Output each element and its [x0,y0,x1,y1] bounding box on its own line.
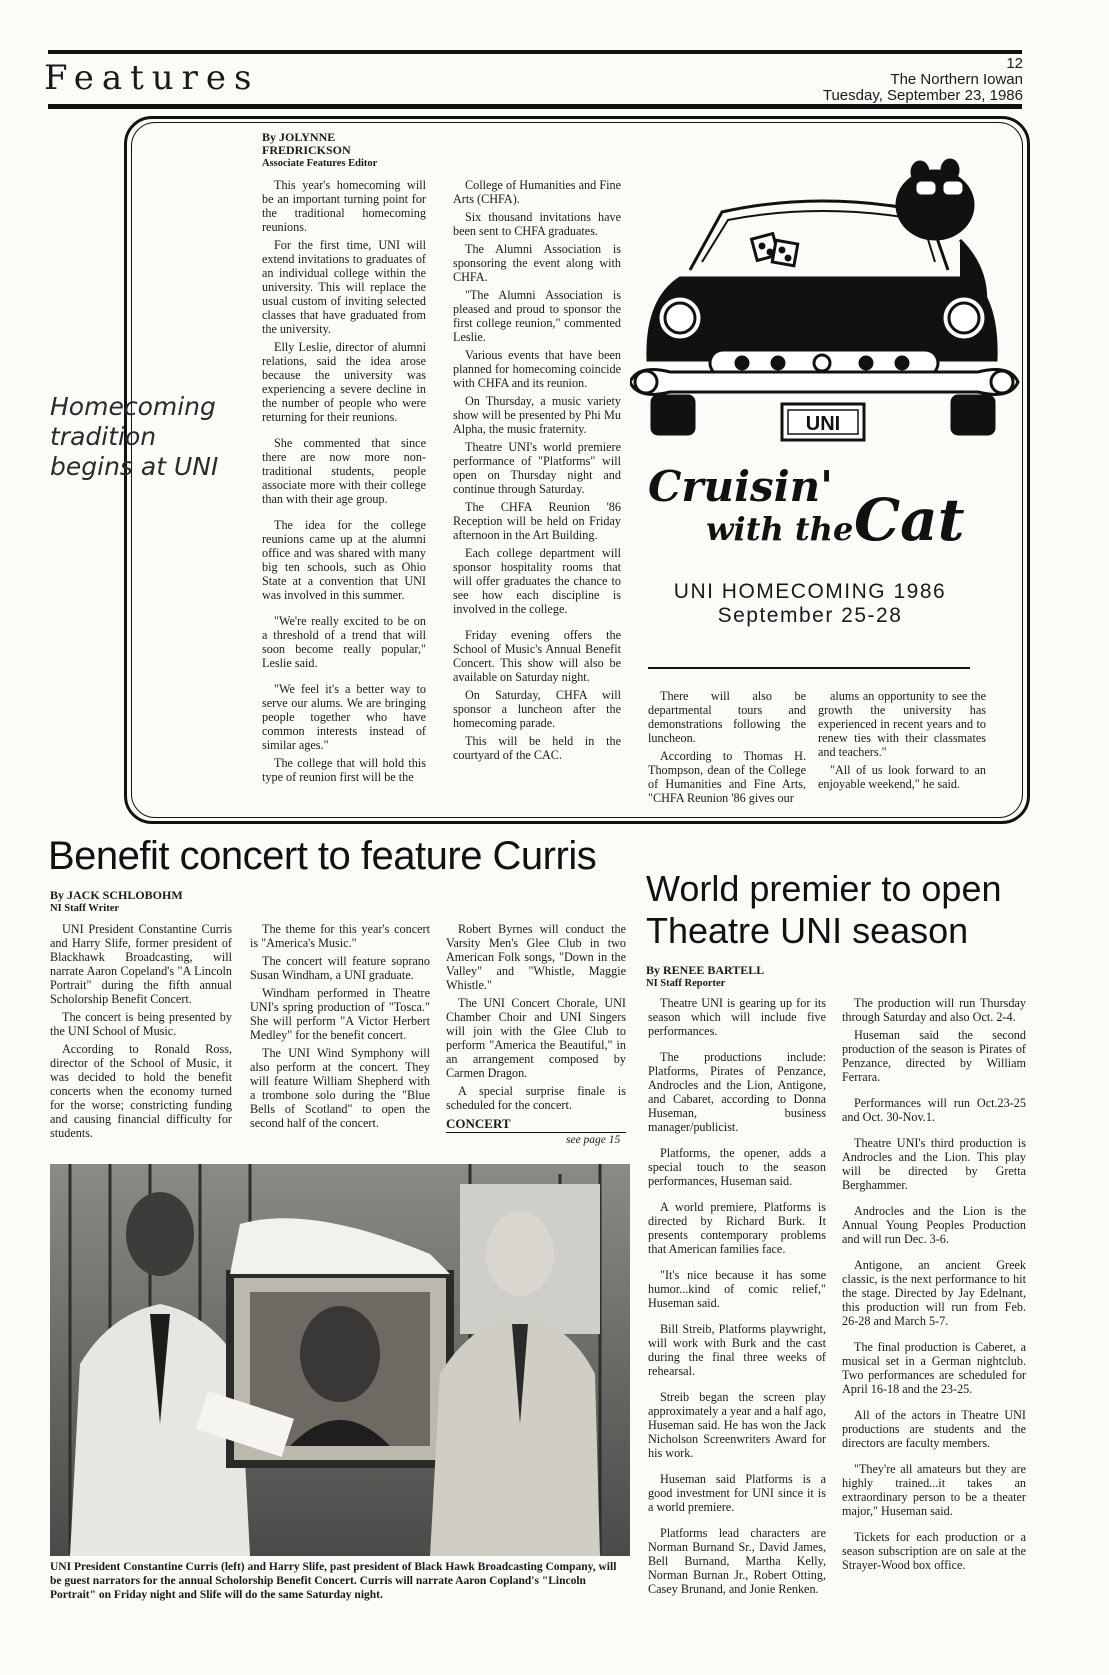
promo-rule [648,667,970,669]
paragraph: Friday evening offers the School of Music's Annual Benefit Concert. This show will also be available on Saturday night. [453,628,621,684]
paragraph: The UNI Concert Chorale, UNI Chamber Choir and UNI Singers will join with the Glee Club to perform "America the Beautiful," in an arrangement composed by Carmen Dragon. [446,996,626,1080]
license-plate-text: UNI [805,413,841,435]
homecoming-kicker: Homecoming tradition begins at UNI [50,392,219,481]
byline-name: By JACK SCHLOBOHM [50,888,183,902]
script-line-2: with the [706,510,854,548]
paragraph: For the first time, UNI will extend invitations to graduates of an individual college within the university. This will replace the usual custom of inviting selected classes that have graduated from the university. [262,238,426,336]
paragraph: The college that will hold this type of reunion first will be the [262,756,426,784]
curris-slife-photo [50,1164,630,1556]
homecoming-promo [640,580,980,628]
paragraph: The final production is Caberet, a musical set in a German nightclub. Two performances are scheduled for April 16-18 and the 23-25. [842,1340,1026,1396]
paragraph: Theatre UNI's world premiere performance of "Platforms" will open on Thursday night and continue through Saturday. [453,440,621,496]
paragraph: "All of us look forward to an enjoyable weekend," he said. [818,763,986,791]
paragraph: This year's homecoming will be an important turning point for the traditional homecoming reunions. [262,178,426,234]
issue-date: Tuesday, September 23, 1986 [822,87,1023,104]
paragraph: Tickets for each production or a season subscription are on sale at the Strayer-Wood box office. [842,1530,1026,1572]
byline-title: Associate Features Editor [262,158,378,169]
paragraph: Each college department will sponsor hospitality rooms that will offer graduates the chance to see how each discipline is involved in the college. [453,546,621,616]
page-number: 12 [1006,55,1023,72]
paragraph: Bill Streib, Platforms playwright, will work with Burk and the cast during the final three weeks of rehearsal. [648,1322,826,1378]
paragraph: The concert is being presented by the UNI School of Music. [50,1010,232,1038]
cruisin-script [648,462,1008,558]
paragraph: Huseman said Platforms is a good investment for UNI since it is a world premiere. [648,1472,826,1514]
paragraph: Theatre UNI's third production is Androcles and the Lion. This play will be directed by Gretta Berghammer. [842,1136,1026,1192]
benefit-headline: Benefit concert to feature Curris [48,834,597,878]
paragraph: According to Ronald Ross, director of the School of Music, it was decided to hold the benefit concerts when the economy turned for the worse; constricting funding and causing financial difficulty for students. [50,1042,232,1140]
byline-title: NI Staff Writer [50,903,120,914]
paragraph: The production will run Thursday through Saturday and also Oct. 2-4. [842,996,1026,1024]
homecoming-column-1 [262,178,426,788]
paragraph: Huseman said the second production of the season is Pirates of Penzance, directed by William Ferrara. [842,1028,1026,1084]
homecoming-column-3 [648,689,806,809]
masthead-top-rule [48,50,1022,54]
paragraph: UNI President Constantine Curris and Harry Slife, former president of Blackhawk Broadcasting, will narrate Aaron Copeland's "A Lincoln Portrait" during the fifth annual Scholorship Benefit Concert. [50,922,232,1006]
byline-name: By JOLYNNE FREDRICKSON [262,130,351,157]
paragraph: Androcles and the Lion is the Annual Young Peoples Production and will run Dec. 3-6. [842,1204,1026,1246]
benefit-byline [50,889,230,915]
paragraph: All of the actors in Theatre UNI productions are students and the directors are faculty members. [842,1408,1026,1450]
section-title: Features [44,58,260,98]
paragraph: "We feel it's a better way to serve our alums. We are bringing people together who have common interests instead of similar ages." [262,682,426,752]
paragraph: The CHFA Reunion '86 Reception will be held on Friday afternoon in the Art Building. [453,500,621,542]
paragraph: There will also be departmental tours and demonstrations following the luncheon. [648,689,806,745]
byline-title: NI Staff Reporter [646,978,726,989]
jump-label: CONCERT [446,1116,626,1133]
paragraph: "The Alumni Association is pleased and proud to sponsor the first college reunion," commented Leslie. [453,288,621,344]
paragraph: Elly Leslie, director of alumni relations, said the idea arose because the university was experiencing a severe decline in the number of people who were returning for their reunions. [262,340,426,424]
script-line-1: Cruisin' [648,462,834,511]
promo-line-2: September 25-28 [717,604,903,627]
paragraph: "They're all amateurs but they are highly trained...it takes an extraordinary person to be a theater major," Huseman said. [842,1462,1026,1518]
jump-reference[interactable]: see page 15 [566,1134,621,1146]
paragraph: A world premiere, Platforms is directed by Richard Burk. It presents contemporary problems that American families face. [648,1200,826,1256]
benefit-column-1 [50,922,232,1144]
byline-name: By RENEE BARTELL [646,963,765,977]
paragraph: Theatre UNI is gearing up for its season which will include five performances. [648,996,826,1038]
masthead-bottom-rule [48,104,1022,109]
theatre-headline: World premier to open Theatre UNI season [646,868,1002,951]
theatre-byline [646,964,826,990]
benefit-column-2 [250,922,430,1134]
paragraph: Various events that have been planned for homecoming coincide with CHFA and its reunion. [453,348,621,390]
paragraph: alums an opportunity to see the growth the university has experienced in recent years and to renew ties with their classmates and teachers." [818,689,986,759]
homecoming-byline [262,131,412,170]
theatre-column-1 [648,996,826,1600]
paragraph: "We're really excited to be on a threshold of a trend that will soon become really popular," Leslie said. [262,614,426,670]
benefit-column-3 [446,922,626,1116]
paragraph: Windham performed in Theatre UNI's spring production of "Tosca." She will perform "A Victor Herbert Medley" for the benefit concert. [250,986,430,1042]
photo-caption: UNI President Constantine Curris (left) and Harry Slife, past president of Black Hawk Broadcasting Company, will be guest narrators for the annual Scholorship Benefit Concert. Curris will narrate Aaron Copland's "Lincoln Portrait" on Friday night and Slife will do the same Saturday night. [50,1561,617,1601]
paragraph: Robert Byrnes will conduct the Varsity Men's Glee Club in two American Folk songs, "Down in the Valley" and "Whistle, Maggie Whistle." [446,922,626,992]
paragraph: The idea for the college reunions came up at the alumni office and was shared with many big ten schools, such as Ohio State at a convention that UNI was involved in this summer. [262,518,426,602]
paper-name: The Northern Iowan [890,71,1023,88]
paragraph: She commented that since there are now more non-traditional students, people associate more with their college than with their age group. [262,436,426,506]
paragraph: The UNI Wind Symphony will also perform at the concert. They will feature William Shepherd with a trombone solo during the "Blue Bells of Scotland" to open the second half of the concert. [250,1046,430,1130]
script-cat: Cat [854,486,965,554]
paragraph: On Thursday, a music variety show will be presented by Phi Mu Alpha, the music fraternity. [453,394,621,436]
masthead-info [823,56,1023,104]
promo-line-1: UNI HOMECOMING 1986 [673,580,947,603]
paragraph: The concert will feature soprano Susan Windham, a UNI graduate. [250,954,430,982]
paragraph: According to Thomas H. Thompson, dean of the College of Humanities and Fine Arts, "CHFA Reunion '86 gives our [648,749,806,805]
paragraph: The theme for this year's concert is "America's Music." [250,922,430,950]
homecoming-column-2 [453,178,621,766]
theatre-column-2 [842,996,1026,1576]
paragraph: Six thousand invitations have been sent to CHFA graduates. [453,210,621,238]
paragraph: This will be held in the courtyard of the CAC. [453,734,621,762]
paragraph: A special surprise finale is scheduled for the concert. [446,1084,626,1112]
paragraph: Platforms lead characters are Norman Burnand Sr., David James, Bell Burnand, Martha Kelly, Norman Burnan Jr., Robert Otting, Casey Brunand, and Jonie Renken. [648,1526,826,1596]
paragraph: The productions include: Platforms, Pirates of Penzance, Androcles and the Lion, Antigone, and Cabaret, according to Donna Huseman, business manager/publicist. [648,1050,826,1134]
paragraph: Platforms, the opener, adds a special touch to the season performances, Huseman said. [648,1146,826,1188]
paragraph: Performances will run Oct.23-25 and Oct. 30-Nov.1. [842,1096,1026,1124]
paragraph: College of Humanities and Fine Arts (CHFA). [453,178,621,206]
homecoming-column-4 [818,689,986,795]
paragraph: On Saturday, CHFA will sponsor a luncheon after the homecoming parade. [453,688,621,730]
paragraph: Antigone, an ancient Greek classic, is the next performance to hit the stage. Directed by Jay Edelnant, this production will run from Feb. 26-28 and March 5-7. [842,1258,1026,1328]
paragraph: Streib began the screen play approximately a year and a half ago, Huseman said. He has won the Jack Nicholson Screenwriters Award for his work. [648,1390,826,1460]
car-cat-illustration [630,150,1020,450]
paragraph: The Alumni Association is sponsoring the event along with CHFA. [453,242,621,284]
paragraph: "It's nice because it has some humor...kind of comic relief," Huseman said. [648,1268,826,1310]
